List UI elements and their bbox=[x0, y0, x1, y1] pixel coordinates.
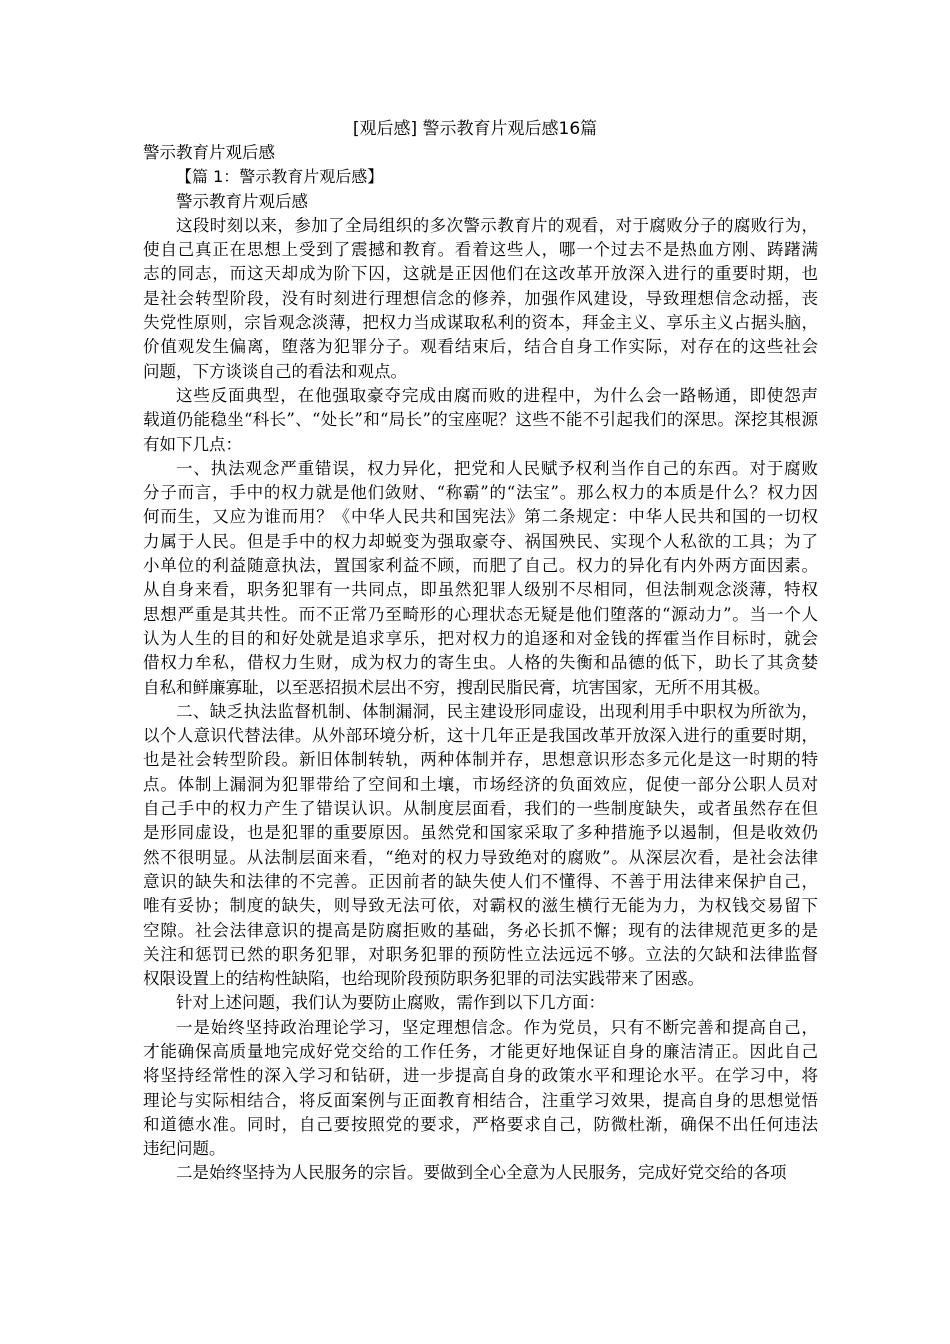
paragraph-line: 这段时刻以来，参加了全局组织的多次警示教育片的观看，对于腐败分子的腐败行为， bbox=[176, 215, 818, 235]
paragraph-list bbox=[143, 214, 818, 1186]
paragraph-line: 权限设置上的结构性缺陷，也给现阶段预防职务犯罪的司法实践带来了困惑。 bbox=[143, 969, 704, 989]
paragraph-line: 以个人意识代替法律。从外部环境分析，这十几年正是我国改革开放深入进行的重要时期， bbox=[143, 726, 818, 746]
paragraph-line: 然不很明显。从法制层面来看，“绝对的权力导致绝对的腐败”。从深层次看，是社会法律 bbox=[143, 847, 818, 867]
paragraph-line: 空隙。社会法律意识的提高是防腐拒败的基础，务必长抓不懈；现有的法律规范更多的是 bbox=[143, 920, 818, 940]
paragraph bbox=[143, 1161, 818, 1185]
section-heading: 【篇 1：警示教育片观后感】 bbox=[176, 167, 384, 187]
paragraph-line: 从自身来看，职务犯罪有一共同点，即虽然犯罪人级别不尽相同，但法制观念淡薄，特权 bbox=[143, 580, 818, 600]
paragraph-line: 关注和惩罚已然的职务犯罪，对职务犯罪的预防性立法远远不够。立法的欠缺和法律监督 bbox=[143, 944, 818, 964]
paragraph-line: 失党性原则，宗旨观念淡薄，把权力当成谋取私利的资本，拜金主义、享乐主义占据头脑， bbox=[143, 313, 818, 333]
paragraph-line: 二、缺乏执法监督机制、体制漏洞，民主建设形同虚设，出现利用手中职权为所欲为， bbox=[176, 701, 818, 721]
paragraph bbox=[143, 1016, 818, 1162]
paragraph-line: 借权力牟私，借权力生财，成为权力的寄生虫。人格的失衡和品德的低下，助长了其贪婪 bbox=[143, 653, 818, 673]
paragraph-line: 点。体制上漏洞为犯罪带给了空间和土壤，市场经济的负面效应，促使一部分公职人员对 bbox=[143, 774, 818, 794]
paragraph-line: 将坚持经常性的深入学习和钻研，进一步提高自身的政策水平和理论水平。在学习中，将 bbox=[143, 1066, 818, 1086]
paragraph-line: 力属于人民。但是手中的权力却蜕变为强取豪夺、祸国殃民、实现个人私欲的工具；为了 bbox=[143, 531, 818, 551]
paragraph-line: 才能确保高质量地完成好党交给的工作任务，才能更好地保证自身的廉洁清正。因此自己 bbox=[143, 1041, 818, 1061]
paragraph bbox=[143, 991, 818, 1015]
paragraph-line: 问题，下方谈谈自己的看法和观点。 bbox=[143, 361, 407, 381]
paragraph-line: 针对上述问题，我们认为要防止腐败，需作到以下几方面： bbox=[176, 993, 605, 1013]
paragraph-line: 是形同虚设，也是犯罪的重要原因。虽然党和国家采取了多种措施予以遏制，但是收效仍 bbox=[143, 823, 818, 843]
article-title: 警示教育片观后感 bbox=[176, 191, 308, 211]
document-body bbox=[143, 141, 818, 1186]
paragraph-line: 分子而言，手中的权力就是他们敛财、“称霸”的“法宝”。那么权力的本质是什么？权力因 bbox=[143, 483, 818, 503]
paragraph-line: 载道仍能稳坐“科长”、“处长”和“局长”的宝座呢？这些不能不引起我们的深思。深挖其根源 bbox=[143, 410, 818, 430]
paragraph bbox=[143, 214, 818, 384]
paragraph-line: 自私和鲜廉寡耻，以至恶招损术层出不穷，搜刮民脂民膏，坑害国家，无所不用其极。 bbox=[143, 677, 770, 697]
paragraph-line: 一、执法观念严重错误，权力异化，把党和人民赋予权利当作自己的东西。对于腐败 bbox=[176, 458, 818, 478]
paragraph-line: 违纪问题。 bbox=[143, 1139, 226, 1159]
paragraph-line: 一是始终坚持政治理论学习，坚定理想信念。作为党员，只有不断完善和提高自己， bbox=[176, 1017, 818, 1037]
document-title: [观后感] 警示教育片观后感16篇 bbox=[352, 119, 598, 139]
paragraph bbox=[143, 384, 818, 457]
paragraph-line: 也是社会转型阶段。新旧体制转轨，两种体制并存，思想意识形态多元化是这一时期的特 bbox=[143, 750, 818, 770]
paragraph-line: 意识的缺失和法律的不完善。正因前者的缺失使人们不懂得、不善于用法律来保护自己， bbox=[143, 871, 818, 891]
paragraph-line: 这些反面典型，在他强取豪夺完成由腐而败的进程中，为什么会一路畅通，即使怨声 bbox=[176, 385, 818, 405]
paragraph bbox=[143, 457, 818, 700]
paragraph-line: 理论与实际相结合，将反面案例与正面教育相结合，注重学习效果，提高自身的思想觉悟 bbox=[143, 1090, 818, 1110]
document-subtitle: 警示教育片观后感 bbox=[143, 143, 275, 162]
paragraph-line: 何而生，又应为谁而用？《中华人民共和国宪法》第二条规定：中华人民共和国的一切权 bbox=[143, 507, 818, 527]
paragraph-line: 小单位的利益随意执法，置国家利益不顾，而肥了自己。权力的异化有内外两方面因素。 bbox=[143, 556, 818, 576]
paragraph-line: 认为人生的目的和好处就是追求享乐，把对权力的追逐和对金钱的挥霍当作目标时，就会 bbox=[143, 628, 818, 648]
paragraph-line: 使自己真正在思想上受到了震撼和教育。看着这些人，哪一个过去不是热血方刚、踌躇满 bbox=[143, 240, 818, 260]
paragraph-line: 自己手中的权力产生了错误认识。从制度层面看，我们的一些制度缺失，或者虽然存在但 bbox=[143, 799, 818, 819]
paragraph-line: 志的同志，而这天却成为阶下囚，这就是正因他们在这改革开放深入进行的重要时期，也 bbox=[143, 264, 818, 284]
paragraph bbox=[143, 700, 818, 992]
paragraph-line: 是社会转型阶段，没有时刻进行理想信念的修养，加强作风建设，导致理想信念动摇，丧 bbox=[143, 288, 818, 308]
paragraph-line: 有如下几点： bbox=[143, 434, 242, 454]
paragraph-line: 思想严重是其共性。而不正常乃至畸形的心理状态无疑是他们堕落的“源动力”。当一个人 bbox=[143, 604, 818, 624]
paragraph-line: 价值观发生偏离，堕落为犯罪分子。观看结束后，结合自身工作实际，对存在的这些社会 bbox=[143, 337, 818, 357]
paragraph-line: 唯有妥协；制度的缺失，则导致无法可依，对霸权的滋生横行无能为力，为权钱交易留下 bbox=[143, 896, 818, 916]
paragraph-line: 二是始终坚持为人民服务的宗旨。要做到全心全意为人民服务，完成好党交给的各项 bbox=[176, 1163, 787, 1183]
paragraph-line: 和道德水准。同时，自己要按照党的要求，严格要求自己，防微杜渐，确保不出任何违法 bbox=[143, 1114, 818, 1134]
